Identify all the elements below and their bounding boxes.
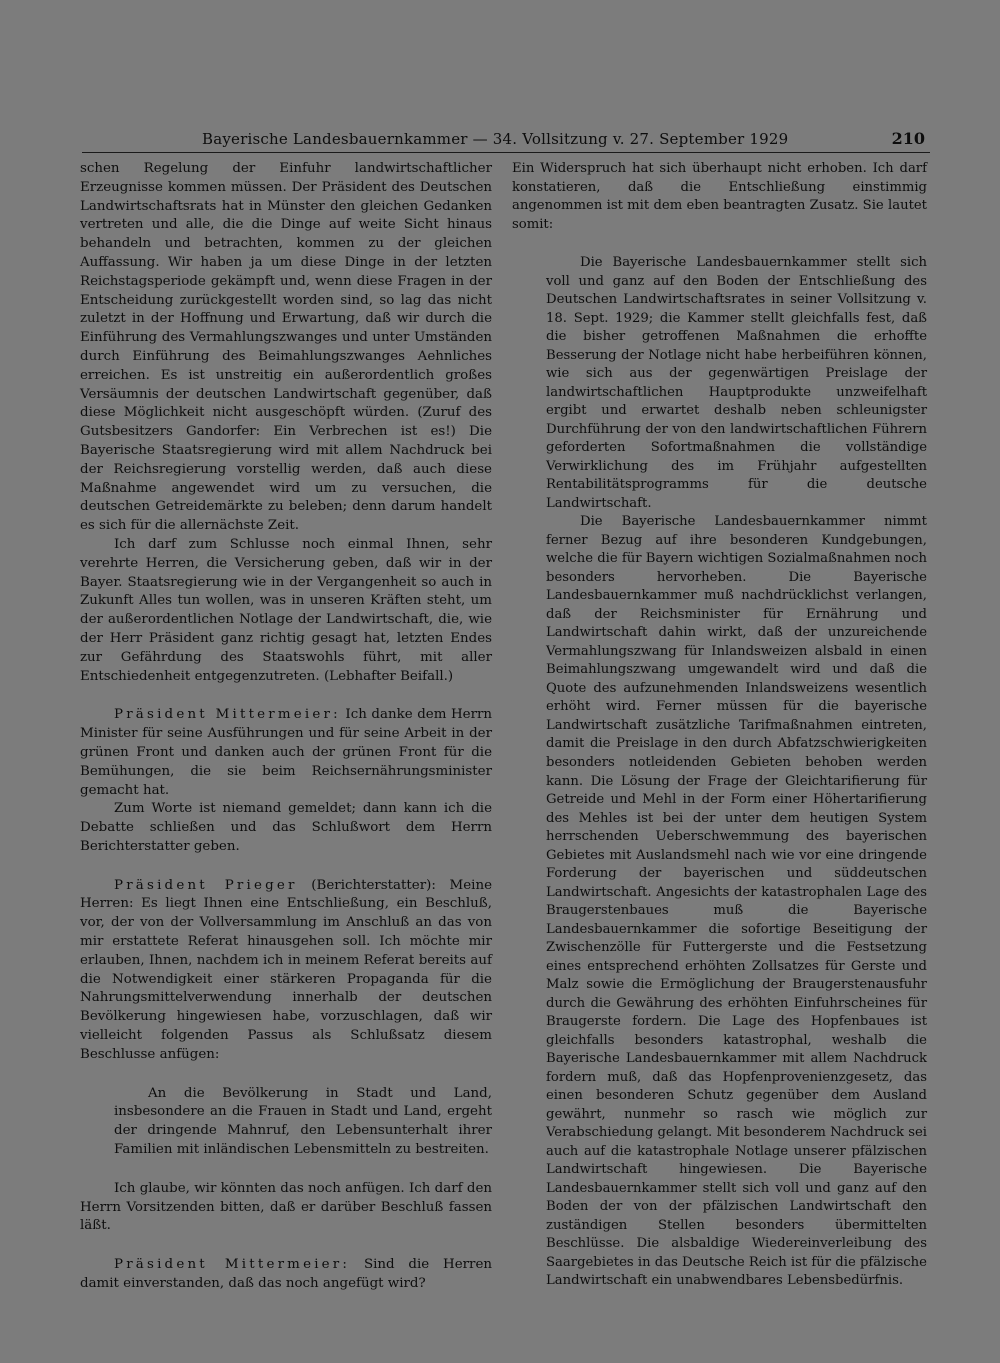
paragraph: Zum Worte ist niemand gemeldet; dann kann ich die Debatte schließen und das Schlußwort dem Herrn Berichterstatter geben. <box>80 801 492 854</box>
paragraph: Ein Widerspruch hat sich überhaupt nicht erhoben. Ich darf konstatieren, daß die Entschließung einstimmig angenommen ist mit dem eben beantragten Zusatz. Sie lautet somit: <box>512 161 927 232</box>
paragraph: Ich darf zum Schlusse noch einmal Ihnen, sehr verehrte Herren, die Versicherung geben, daß wir in der Bayer. Staatsregierung wie in der Vergangenheit so auch in Zukunft Alles tun wollen, was in unseren Kräften steht, um der außerordentlichen Notlage der Landwirtschaft, die, wie der Herr Präsident ganz richtig gesagt hat, letzten Endes zur Gefährdung des Staatswohls führt, mit aller Entschiedenheit entgegenzutreten. (Lebhafter Beifall.) <box>80 536 492 684</box>
resolution-paragraph: Die Bayerische Landesbauernkammer nimmt ferner Bezug auf ihre besonderen Kundgebungen, welche die für Bayern wichtigen Sozialmaßnahmen noch besonders hervorheben. Die Bayerische Landesbauernkammer muß nachdrücklichst verlangen, daß der Reichsminister für Ernährung und Landwirtschaft dahin wirkt, daß der unzureichende Vermahlungszwang für Inlandsweizen alsbald in einen Beimahlungszwang umgewandelt wird und daß die Quote des aufzunehmenden Inlandsweizens wesentlich erhöht wird. Ferner müssen für die bayerische Landwirtschaft zusätzliche Tarifmaßnahmen eintreten, damit die Preislage in den durch Abfatzschwierigkeiten besonders notleidenden Gebieten behoben werden kann. Die Lösung der Frage der Gleichtarifierung für Getreide und Mehl in der Form einer Höhertarifierung des Mehles ist bei der unter dem heutigen System herrschenden Ueberschwemmung des bayerischen Gebietes mit Auslandsmehl nach wie vor eine dringende Forderung der bayerischen und süddeutschen Landwirtschaft. Angesichts der katastrophalen Lage des Braugerstenbaues muß die Bayerische Landesbauernkammer die sofortige Beseitigung der Zwischenzölle für Futtergerste und die Festsetzung eines entsprechend erhöhten Zollsatzes für Gerste und Malz sowie die Ermöglichung der Braugerstenausfuhr durch die Gewährung des erhöhten Einfuhrscheines für Braugerste fordern. Die Lage des Hopfenbaues ist gleichfalls besonders katastrophal, weshalb die Bayerische Landesbauernkammer mit allem Nachdruck fordern muß, daß das Hopfenprovenienzgesetz, das einen besonderen Schutz gegenüber dem Ausland gewährt, nunmehr so rasch wie möglich zur Verabschiedung gelangt. Mit besonderem Nachdruck sei auch auf die katastrophale Notlage unserer pfälzischen Landwirtschaft hingewiesen. Die Bayerische Landesbauernkammer stellt sich voll und ganz auf den Boden der von der pfälzischen Landwirtschaft den zuständigen Stellen besonders übermittelten Beschlüsse. Die alsbaldige Wiedereinverleibung des Saargebietes in das Deutsche Reich ist für die pfälzische Landwirtschaft ein unabwendbares Lebensbedürfnis. <box>546 514 927 1289</box>
speech-text: Sind die Herren damit einverstanden, daß das noch angefügt wird? <box>80 1257 492 1292</box>
left-column <box>80 160 492 1294</box>
paragraph: schen Regelung der Einfuhr landwirtschaftlicher Erzeugnisse kommen müssen. Der Präsident des Deutschen Landwirtschaftsrats hat in Münster den gleichen Gedanken vertreten und alle, die die Dinge auf weite Sicht hinaus behandeln und betrachten, kommen zu der gleichen Auffassung. Wir haben ja um diese Dinge in der letzten Reichstagsperiode gekämpft und, wenn diese Fragen in der Entscheidung zurückgestellt worden sind, so lag das nicht zuletzt in der Hoffnung und Erwartung, daß wir durch die Einführung des Vermahlungszwanges und unter Umständen durch Einführung des Beimahlungszwanges Aehnliches erreichen. Es ist unstreitig ein außerordentlich großes Versäumnis der deutschen Landwirtschaft gegenüber, daß diese Möglichkeit nicht ausgeschöpft würden. (Zuruf des Gutsbesitzers Gandorfer: Ein Verbrechen ist es!) Die Bayerische Staatsregierung wird mit allem Nachdruck bei der Reichsregierung vorstellig werden, daß auch diese Maßnahme angewendet wird um zu versuchen, die deutschen Getreidemärkte zu beleben; denn darum handelt es sich für die allernächste Zeit. <box>80 161 492 534</box>
right-column <box>512 160 927 1291</box>
quoted-resolution: An die Bevölkerung in Stadt und Land, insbesondere an die Frauen in Stadt und Land, ergeht der dringende Mahnruf, den Lebensunterhalt ihrer Familien mit inländischen Lebensmitteln zu bestreiten. <box>114 1085 492 1158</box>
paragraph <box>80 706 492 800</box>
running-title: Bayerische Landesbauernkammer — 34. Vollsitzung v. 27. September 1929 <box>202 130 789 148</box>
page-number: 210 <box>891 129 925 148</box>
paragraph <box>80 877 492 1065</box>
resolution-paragraph: Die Bayerische Landesbauernkammer stellt sich voll und ganz auf den Boden der Entschließung des Deutschen Landwirtschaftsrates in seiner Vollsitzung v. 18. Sept. 1929; die Kammer stellt gleichfalls fest, daß die bisher getroffenen Maßnahmen die erhoffte Besserung der Notlage nicht habe herbeiführen können, wie sich aus der gegenwärtigen Preislage der landwirtschaftlichen Hauptprodukte unzweifelhaft ergibt und erwartet deshalb neben schleunigster Durchführung der von den landwirtschaftlichen Führern geforderten Sofortmaßnahmen die vollständige Verwirklichung des im Frühjahr aufgestellten Rentabilitätsprogramms für die deutsche Landwirtschaft. <box>546 255 927 511</box>
speech-text: (Berichterstatter): Meine Herren: Es liegt Ihnen eine Entschließung, ein Beschluß, vor, der von der Vollversammlung im Anschluß an das von mir erstattete Referat hinausgehen soll. Ich möchte mir erlauben, Ihnen, nachdem ich in meinem Referat bereits auf die Notwendigkeit einer stärkeren Propaganda für die Nahrungsmittelverwendung innerhalb der deutschen Bevölkerung hingewiesen habe, vorzuschlagen, daß wir vielleicht folgenden Passus als Schlußsatz diesem Beschlusse anfügen: <box>80 877 492 1062</box>
paragraph: Ich glaube, wir könnten das noch anfügen. Ich darf den Herrn Vorsitzenden bitten, daß er darüber Beschluß fassen läßt. <box>80 1180 492 1234</box>
speaker-name: Präsident Mittermeier: <box>114 1257 351 1273</box>
speaker-name: Präsident Prieger <box>114 877 298 893</box>
speaker-name: Präsident Mittermeier: <box>114 707 341 723</box>
page-header <box>82 128 930 153</box>
paragraph <box>80 1256 492 1294</box>
speech-text: Ich danke dem Herrn Minister für seine Ausführungen und für seine Arbeit in der grünen Front und danken auch der grünen Front für die Bemühungen, die sie beim Reichsernährungsminister gemacht hat. <box>80 707 493 798</box>
